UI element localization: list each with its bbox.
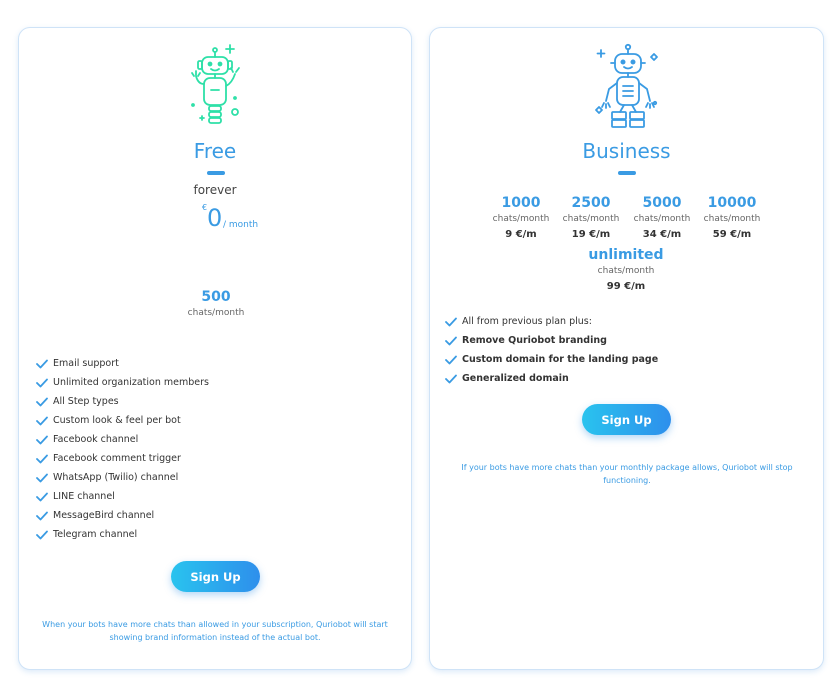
feature-text: Generalized domain bbox=[462, 373, 569, 384]
feature-item bbox=[445, 331, 658, 350]
free-plan-card bbox=[18, 27, 412, 670]
check-icon bbox=[36, 530, 48, 540]
plan-title: Free bbox=[193, 139, 237, 163]
tier-amount: 500 bbox=[201, 289, 231, 305]
feature-text: WhatsApp (Twilio) channel bbox=[53, 472, 179, 483]
tier-price: 99 €/m bbox=[606, 281, 646, 292]
tier-5000 bbox=[622, 194, 702, 242]
tier-amount: 10000 bbox=[707, 195, 757, 211]
check-icon bbox=[36, 454, 48, 464]
tier-price: 59 €/m bbox=[712, 229, 752, 240]
feature-text: Custom domain for the landing page bbox=[462, 354, 659, 365]
feature-text: LINE channel bbox=[53, 491, 115, 502]
tier-1000 bbox=[481, 194, 561, 242]
tier-unit: chats/month bbox=[562, 214, 620, 224]
tier-amount: unlimited bbox=[588, 247, 664, 263]
feature-item bbox=[36, 373, 209, 392]
plan-title: Business bbox=[582, 139, 671, 163]
tier-2500 bbox=[551, 194, 631, 242]
feature-item bbox=[445, 369, 658, 388]
business-plan-card bbox=[429, 27, 824, 670]
plan-note: When your bots have more chats than allowed in your subscription, Quriobot will start showing brand information instead of the actual bot. bbox=[42, 620, 388, 642]
feature-text: Custom look & feel per bot bbox=[53, 415, 181, 426]
robot-icon bbox=[185, 42, 247, 130]
feature-text: Unlimited organization members bbox=[53, 377, 209, 388]
feature-text: All Step types bbox=[53, 396, 119, 407]
plan-duration: forever bbox=[193, 183, 237, 197]
feature-list bbox=[445, 312, 658, 388]
check-icon bbox=[36, 511, 48, 521]
check-icon bbox=[36, 359, 48, 369]
price-value: 0 bbox=[207, 204, 223, 232]
feature-text: MessageBird channel bbox=[53, 510, 155, 521]
tier-price: 34 €/m bbox=[642, 229, 682, 240]
tier-amount: 5000 bbox=[642, 195, 682, 211]
tier-unit: chats/month bbox=[187, 308, 245, 318]
feature-text: Email support bbox=[53, 358, 119, 369]
tier-unlimited bbox=[586, 246, 666, 294]
tier-price: 9 €/m bbox=[505, 229, 537, 240]
feature-item bbox=[36, 392, 209, 411]
title-underline bbox=[207, 171, 225, 175]
title-underline bbox=[618, 171, 636, 175]
check-icon bbox=[36, 397, 48, 407]
feature-item bbox=[36, 430, 209, 449]
check-icon bbox=[36, 473, 48, 483]
currency-symbol: € bbox=[202, 203, 208, 212]
check-icon bbox=[445, 374, 457, 384]
robot-icon bbox=[594, 43, 662, 129]
feature-text: Facebook comment trigger bbox=[53, 453, 181, 464]
tier-10000 bbox=[692, 194, 772, 242]
tier-amount: 1000 bbox=[501, 195, 541, 211]
check-icon bbox=[445, 355, 457, 365]
feature-item bbox=[36, 506, 209, 525]
feature-text: All from previous plan plus: bbox=[462, 316, 592, 327]
feature-text: Remove Quriobot branding bbox=[462, 335, 607, 346]
check-icon bbox=[36, 435, 48, 445]
tier-unit: chats/month bbox=[633, 214, 691, 224]
feature-item bbox=[36, 449, 209, 468]
tier-unit: chats/month bbox=[703, 214, 761, 224]
feature-item bbox=[445, 312, 658, 331]
feature-list bbox=[36, 354, 209, 544]
plan-note: If your bots have more chats than your monthly package allows, Quriobot will stop functioning. bbox=[461, 463, 793, 485]
feature-text: Telegram channel bbox=[53, 529, 138, 540]
price-period: / month bbox=[223, 220, 259, 230]
feature-text: Facebook channel bbox=[53, 434, 139, 445]
check-icon bbox=[36, 492, 48, 502]
feature-item bbox=[36, 411, 209, 430]
tier-amount: 2500 bbox=[571, 195, 611, 211]
check-icon bbox=[36, 378, 48, 388]
tier-price: 19 €/m bbox=[571, 229, 611, 240]
free-signup-button[interactable]: Sign Up bbox=[171, 561, 260, 592]
check-icon bbox=[36, 416, 48, 426]
feature-item bbox=[36, 468, 209, 487]
check-icon bbox=[445, 317, 457, 327]
check-icon bbox=[445, 336, 457, 346]
tier-unit: chats/month bbox=[492, 214, 550, 224]
feature-item bbox=[36, 354, 209, 373]
chats-tier bbox=[176, 288, 256, 319]
tier-unit: chats/month bbox=[597, 266, 655, 276]
feature-item bbox=[36, 525, 209, 544]
feature-item bbox=[445, 350, 658, 369]
feature-item bbox=[36, 487, 209, 506]
business-signup-button[interactable]: Sign Up bbox=[582, 404, 671, 435]
